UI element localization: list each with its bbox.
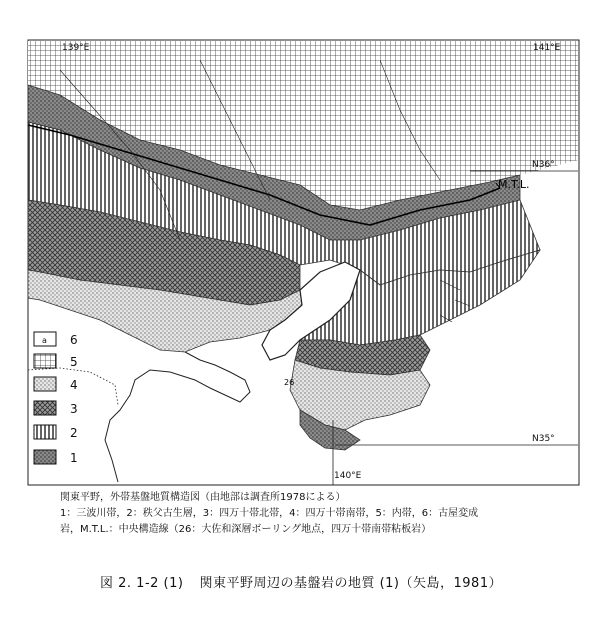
caption-line-2: 1：三波川帯，2：秩父古生層，3：四万十帯北帯，4：四万十帯南帯，5：内帯，6：古屋変成	[60, 508, 479, 519]
caption-line-3: 岩，M.T.L.：中央構造線（26：大佐和深層ボーリング地点，四万十帯南帯粘板岩）	[60, 524, 432, 535]
coord-n36: N36°	[532, 160, 555, 170]
legend-label-1: 1	[70, 451, 78, 465]
coord-139e: 139°E	[62, 43, 90, 53]
figure-title-text: 関東平野周辺の基盤岩の地質 (1)（矢島，1981）	[199, 576, 503, 591]
figure-title	[100, 572, 518, 591]
site-26-label: 26	[284, 378, 295, 387]
legend-label-5: 5	[70, 355, 78, 369]
legend-label-3: 3	[70, 402, 78, 416]
legend-swatch-1	[34, 450, 56, 464]
coord-n35: N35°	[532, 434, 555, 444]
caption-line-1: 関東平野，外帯基盤地質構造図（由地部は調査所1978による）	[60, 492, 346, 503]
legend-swatch-3	[34, 401, 56, 415]
legend-swatch-4	[34, 377, 56, 391]
coord-141e: 141°E	[533, 43, 561, 53]
mtl-label: M.T.L.	[498, 178, 530, 191]
coord-140e: 140°E	[334, 471, 362, 481]
legend-key-a: a	[42, 336, 47, 345]
legend-swatch-5	[34, 354, 56, 368]
figure-number: 図 2. 1-2 (1)	[100, 576, 184, 591]
legend-label-2: 2	[70, 426, 78, 440]
legend-label-4: 4	[70, 378, 78, 392]
legend-swatch-2	[34, 425, 56, 439]
legend-label-6: 6	[70, 333, 78, 347]
